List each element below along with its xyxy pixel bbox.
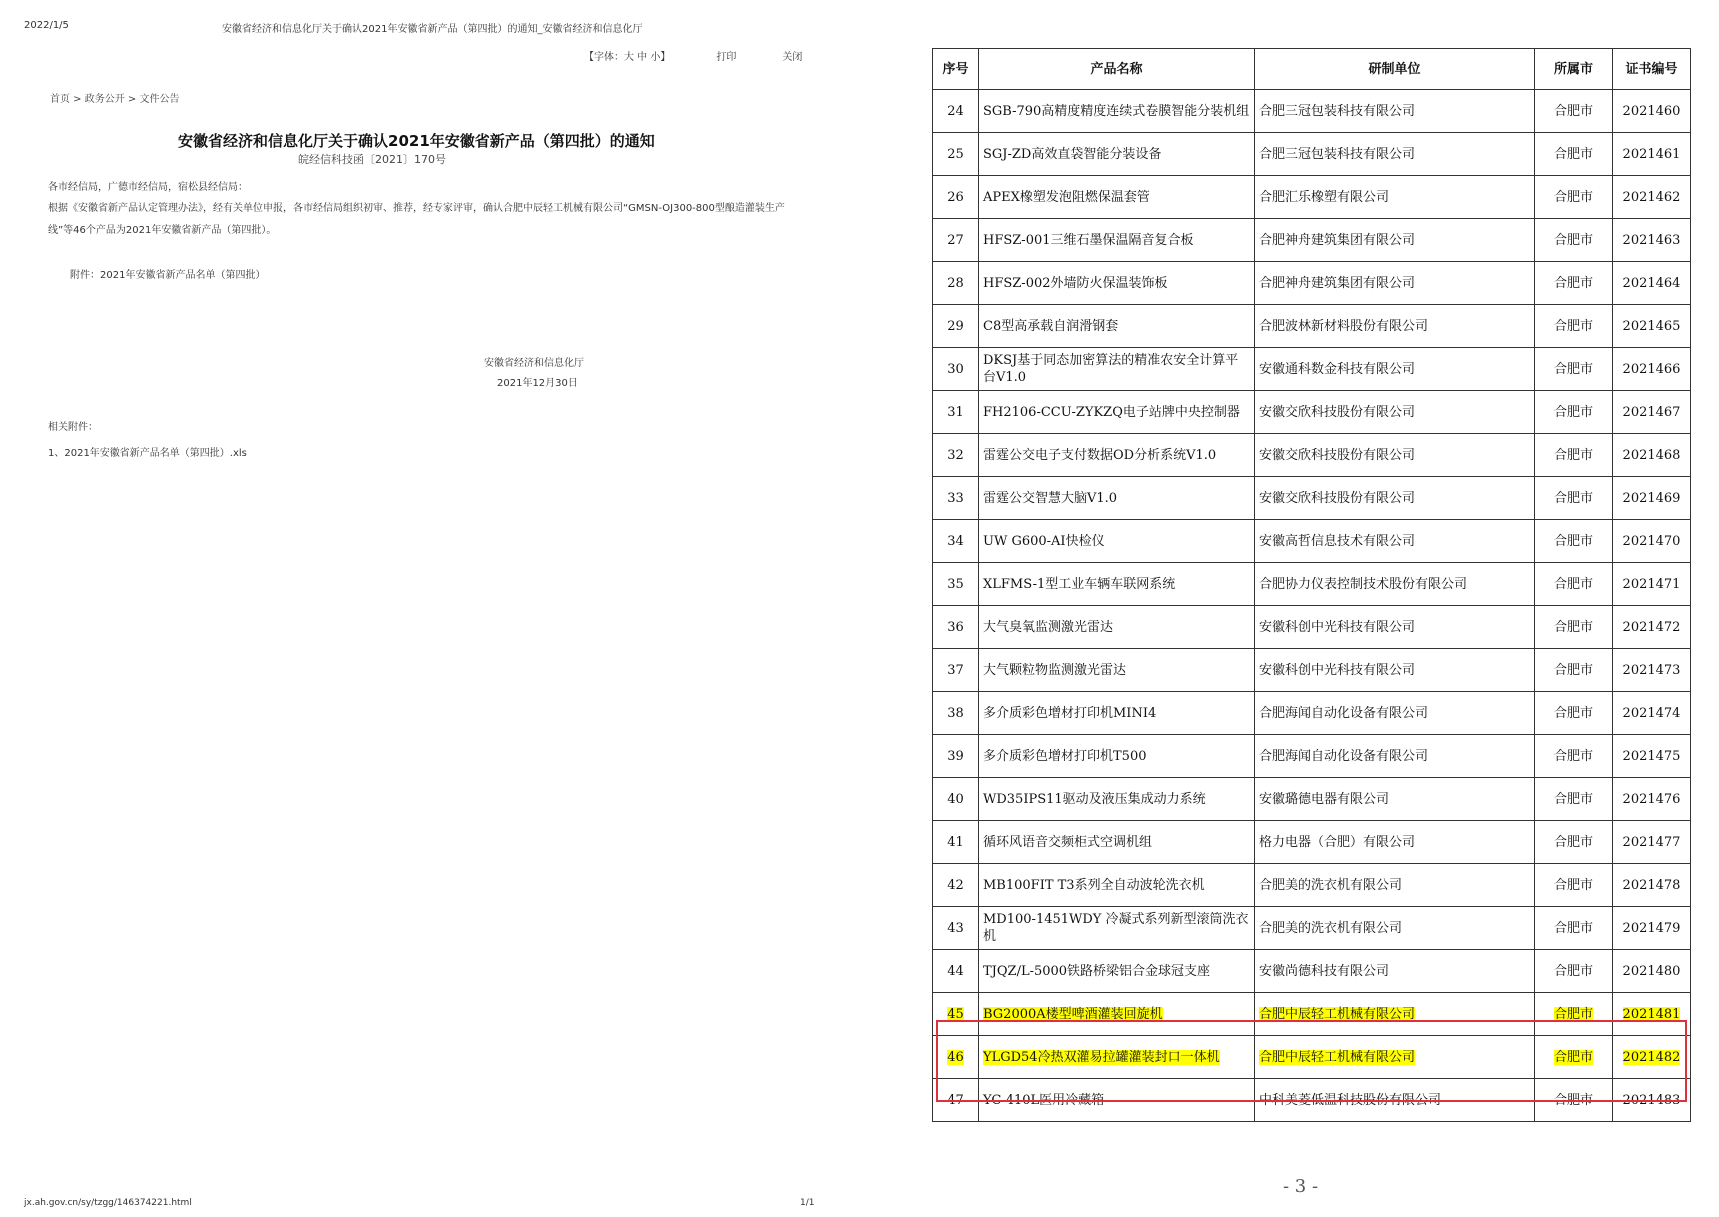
cell-product-name-text: 雷霆公交电子支付数据OD分析系统V1.0	[983, 447, 1217, 463]
table-row	[933, 907, 1691, 950]
cell-developer-text: 合肥波林新材料股份有限公司	[1259, 318, 1429, 334]
cell-no-text: 39	[947, 748, 964, 764]
cell-city	[1535, 692, 1613, 735]
cell-developer-text: 合肥海闻自动化设备有限公司	[1259, 748, 1429, 764]
cell-developer	[1255, 735, 1535, 778]
cell-product-name	[979, 348, 1255, 391]
table-row	[933, 520, 1691, 563]
cell-city	[1535, 864, 1613, 907]
cell-no-text: 33	[947, 490, 964, 506]
attachment-note: 附件：2021年安徽省新产品名单（第四批）	[70, 270, 266, 281]
cell-no	[933, 219, 979, 262]
cell-no	[933, 778, 979, 821]
cell-developer-text: 合肥神舟建筑集团有限公司	[1259, 275, 1416, 291]
cell-cert-number-text: 2021472	[1622, 619, 1681, 635]
cell-cert-number	[1613, 821, 1691, 864]
cell-cert-number-text: 2021466	[1622, 361, 1681, 377]
cell-no-text: 40	[947, 791, 964, 807]
cell-cert-number-text: 2021467	[1622, 404, 1681, 420]
cell-city	[1535, 778, 1613, 821]
cell-no	[933, 176, 979, 219]
cell-developer-text: 中科美菱低温科技股份有限公司	[1259, 1092, 1442, 1108]
cell-cert-number	[1613, 606, 1691, 649]
table-row	[933, 692, 1691, 735]
notice-title: 安徽省经济和信息化厅关于确认2021年安徽省新产品（第四批）的通知	[178, 132, 655, 150]
cell-no	[933, 821, 979, 864]
cell-product-name-text: BG2000A楼型啤酒灌装回旋机	[983, 1006, 1163, 1022]
table-row	[933, 950, 1691, 993]
cell-product-name-text: YC-410L医用冷藏箱	[983, 1092, 1105, 1108]
cell-developer	[1255, 133, 1535, 176]
cell-cert-number	[1613, 133, 1691, 176]
cell-no	[933, 262, 979, 305]
cell-cert-number	[1613, 907, 1691, 950]
cell-city-text: 合肥市	[1553, 232, 1593, 248]
table-row	[933, 1036, 1691, 1079]
cell-developer	[1255, 907, 1535, 950]
cell-no-text: 28	[947, 275, 964, 291]
cell-no	[933, 864, 979, 907]
cell-product-name	[979, 477, 1255, 520]
cell-city	[1535, 219, 1613, 262]
cell-product-name	[979, 778, 1255, 821]
cell-product-name-text: SGB-790高精度精度连续式卷膜智能分装机组	[983, 103, 1250, 119]
cell-no-text: 46	[947, 1049, 964, 1065]
breadcrumb[interactable]: 首页 > 政务公开 > 文件公告	[50, 94, 180, 105]
cell-no-text: 35	[947, 576, 964, 592]
cell-cert-number	[1613, 649, 1691, 692]
cell-cert-number-text: 2021482	[1622, 1049, 1681, 1065]
attachment-link[interactable]: 1、2021年安徽省新产品名单（第四批）.xls	[48, 448, 247, 459]
cell-city	[1535, 993, 1613, 1036]
cell-product-name	[979, 1079, 1255, 1122]
cell-product-name-text: C8型高承载自润滑钢套	[983, 318, 1119, 334]
cell-no-text: 47	[947, 1092, 964, 1108]
cell-cert-number	[1613, 348, 1691, 391]
cell-city-text: 合肥市	[1553, 103, 1593, 119]
cell-product-name	[979, 219, 1255, 262]
cell-cert-number-text: 2021461	[1622, 146, 1681, 162]
cell-city-text: 合肥市	[1553, 146, 1593, 162]
cell-cert-number-text: 2021463	[1622, 232, 1681, 248]
cell-cert-number	[1613, 950, 1691, 993]
cell-city-text: 合肥市	[1553, 1006, 1593, 1022]
cell-no	[933, 606, 979, 649]
cell-developer	[1255, 305, 1535, 348]
cell-developer-text: 合肥三冠包装科技有限公司	[1259, 103, 1416, 119]
cell-product-name	[979, 391, 1255, 434]
cell-city-text: 合肥市	[1553, 361, 1593, 377]
cell-city	[1535, 477, 1613, 520]
table-row	[933, 606, 1691, 649]
cell-city-text: 合肥市	[1553, 189, 1593, 205]
table-row	[933, 262, 1691, 305]
print-footer-page: 1/1	[800, 1198, 815, 1208]
cell-no-text: 37	[947, 662, 964, 678]
cell-developer	[1255, 864, 1535, 907]
table-row	[933, 563, 1691, 606]
table-row	[933, 133, 1691, 176]
salutation: 各市经信局，广德市经信局，宿松县经信局：	[48, 182, 248, 193]
cell-developer-text: 合肥汇乐橡塑有限公司	[1259, 189, 1390, 205]
cell-city	[1535, 133, 1613, 176]
cell-city	[1535, 563, 1613, 606]
cell-developer	[1255, 778, 1535, 821]
cell-product-name	[979, 305, 1255, 348]
cell-no	[933, 950, 979, 993]
cell-developer-text: 合肥美的洗衣机有限公司	[1259, 877, 1403, 893]
cell-city-text: 合肥市	[1553, 490, 1593, 506]
cell-no-text: 24	[947, 103, 964, 119]
issue-date: 2021年12月30日	[497, 378, 578, 389]
cell-city-text: 合肥市	[1553, 576, 1593, 592]
print-footer-url: jx.ah.gov.cn/sy/tzgg/146374221.html	[24, 1198, 192, 1208]
cell-developer	[1255, 1079, 1535, 1122]
cell-product-name	[979, 606, 1255, 649]
cell-developer-text: 安徽交欣科技股份有限公司	[1259, 447, 1416, 463]
cell-cert-number-text: 2021464	[1622, 275, 1681, 291]
cell-developer-text: 格力电器（合肥）有限公司	[1259, 834, 1416, 850]
cell-developer-text: 合肥中辰轻工机械有限公司	[1259, 1049, 1416, 1065]
header-developer: 研制单位	[1255, 49, 1535, 90]
cell-no-text: 30	[947, 361, 964, 377]
cell-product-name-text: HFSZ-002外墙防火保温装饰板	[983, 275, 1168, 291]
cell-developer-text: 安徽璐德电器有限公司	[1259, 791, 1390, 807]
cell-no-text: 44	[947, 963, 964, 979]
cell-cert-number	[1613, 993, 1691, 1036]
cell-product-name-text: UW G600-AI快检仪	[983, 533, 1105, 549]
table-row	[933, 649, 1691, 692]
cell-no	[933, 391, 979, 434]
cell-no-text: 27	[947, 232, 964, 248]
table-row	[933, 477, 1691, 520]
cell-cert-number	[1613, 262, 1691, 305]
table-row	[933, 821, 1691, 864]
cell-cert-number-text: 2021475	[1622, 748, 1681, 764]
cell-cert-number-text: 2021478	[1622, 877, 1681, 893]
cell-city-text: 合肥市	[1553, 662, 1593, 678]
cell-cert-number-text: 2021479	[1622, 920, 1681, 936]
cell-city-text: 合肥市	[1553, 920, 1593, 936]
cell-no	[933, 993, 979, 1036]
cell-city-text: 合肥市	[1553, 404, 1593, 420]
cell-no	[933, 907, 979, 950]
cell-developer	[1255, 649, 1535, 692]
cell-city-text: 合肥市	[1553, 963, 1593, 979]
cell-developer	[1255, 176, 1535, 219]
cell-developer	[1255, 821, 1535, 864]
cell-developer-text: 安徽交欣科技股份有限公司	[1259, 490, 1416, 506]
cell-city-text: 合肥市	[1553, 834, 1593, 850]
cell-product-name	[979, 649, 1255, 692]
cell-cert-number	[1613, 434, 1691, 477]
table-row	[933, 993, 1691, 1036]
cell-no	[933, 563, 979, 606]
cell-no-text: 26	[947, 189, 964, 205]
cell-city	[1535, 907, 1613, 950]
cell-product-name-text: MB100FIT T3系列全自动波轮洗衣机	[983, 877, 1205, 893]
cell-developer	[1255, 90, 1535, 133]
cell-cert-number-text: 2021462	[1622, 189, 1681, 205]
cell-cert-number-text: 2021471	[1622, 576, 1681, 592]
cell-developer	[1255, 606, 1535, 649]
cell-cert-number	[1613, 864, 1691, 907]
cell-product-name	[979, 735, 1255, 778]
cell-product-name-text: 多介质彩色增材打印机T500	[983, 748, 1147, 764]
cell-product-name	[979, 864, 1255, 907]
table-row	[933, 864, 1691, 907]
cell-no-text: 25	[947, 146, 964, 162]
cell-cert-number	[1613, 692, 1691, 735]
cell-no	[933, 348, 979, 391]
cell-city	[1535, 348, 1613, 391]
cell-city	[1535, 1036, 1613, 1079]
cell-developer	[1255, 950, 1535, 993]
table-row	[933, 1079, 1691, 1122]
cell-cert-number-text: 2021477	[1622, 834, 1681, 850]
cell-no	[933, 649, 979, 692]
cell-developer	[1255, 262, 1535, 305]
cell-no-text: 36	[947, 619, 964, 635]
cell-developer	[1255, 434, 1535, 477]
cell-developer-text: 安徽科创中光科技有限公司	[1259, 619, 1416, 635]
header-cert-number: 证书编号	[1613, 49, 1691, 90]
cell-product-name-text: YLGD54冷热双灌易拉罐灌装封口一体机	[983, 1049, 1220, 1065]
cell-city	[1535, 520, 1613, 563]
cell-product-name-text: TJQZ/L-5000铁路桥梁铝合金球冠支座	[983, 963, 1211, 979]
cell-product-name	[979, 907, 1255, 950]
new-product-table	[932, 48, 1691, 1122]
cell-developer	[1255, 993, 1535, 1036]
cell-product-name-text: 大气颗粒物监测激光雷达	[983, 662, 1127, 678]
cell-no	[933, 692, 979, 735]
header-city: 所属市	[1535, 49, 1613, 90]
cell-city-text: 合肥市	[1553, 1049, 1593, 1065]
cell-developer	[1255, 1036, 1535, 1079]
cell-product-name-text: APEX橡塑发泡阻燃保温套管	[983, 189, 1150, 205]
table-row	[933, 391, 1691, 434]
cell-cert-number	[1613, 305, 1691, 348]
cell-product-name-text: HFSZ-001三维石墨保温隔音复合板	[983, 232, 1194, 248]
cell-no	[933, 133, 979, 176]
cell-product-name	[979, 692, 1255, 735]
page-tools	[584, 48, 802, 63]
cell-city-text: 合肥市	[1553, 705, 1593, 721]
cell-cert-number	[1613, 176, 1691, 219]
cell-developer-text: 安徽高哲信息技术有限公司	[1259, 533, 1416, 549]
cell-no	[933, 1079, 979, 1122]
cell-no	[933, 90, 979, 133]
cell-city	[1535, 649, 1613, 692]
cell-city	[1535, 950, 1613, 993]
cell-developer-text: 合肥神舟建筑集团有限公司	[1259, 232, 1416, 248]
cell-cert-number-text: 2021474	[1622, 705, 1681, 721]
cell-cert-number	[1613, 735, 1691, 778]
cell-developer-text: 安徽交欣科技股份有限公司	[1259, 404, 1416, 420]
cell-cert-number	[1613, 520, 1691, 563]
cell-no-text: 38	[947, 705, 964, 721]
cell-no-text: 29	[947, 318, 964, 334]
cell-product-name-text: MD100-1451WDY 冷凝式系列新型滚筒洗衣机	[983, 912, 1249, 944]
cell-city	[1535, 176, 1613, 219]
cell-product-name	[979, 133, 1255, 176]
cell-product-name	[979, 90, 1255, 133]
cell-cert-number-text: 2021476	[1622, 791, 1681, 807]
cell-city-text: 合肥市	[1553, 877, 1593, 893]
cell-no	[933, 477, 979, 520]
cell-product-name-text: 大气臭氧监测激光雷达	[983, 619, 1114, 635]
header-no: 序号	[933, 49, 979, 90]
table-row	[933, 348, 1691, 391]
cell-no	[933, 735, 979, 778]
cell-cert-number-text: 2021468	[1622, 447, 1681, 463]
cell-product-name-text: FH2106-CCU-ZYKZQ电子站牌中央控制器	[983, 404, 1240, 420]
cell-product-name	[979, 520, 1255, 563]
print-header-title: 安徽省经济和信息化厅关于确认2021年安徽省新产品（第四批）的通知_安徽省经济和信息化厅	[222, 24, 643, 35]
cell-cert-number	[1613, 219, 1691, 262]
cell-product-name	[979, 262, 1255, 305]
table-row	[933, 305, 1691, 348]
cell-developer-text: 安徽科创中光科技有限公司	[1259, 662, 1416, 678]
table-body	[933, 90, 1691, 1122]
cell-city	[1535, 735, 1613, 778]
cell-developer-text: 合肥协力仪表控制技术股份有限公司	[1259, 576, 1468, 592]
table-row	[933, 735, 1691, 778]
cell-product-name-text: DKSJ基于同态加密算法的精准农安全计算平台V1.0	[983, 353, 1239, 385]
cell-developer	[1255, 520, 1535, 563]
document-number: 皖经信科技函〔2021〕170号	[298, 153, 446, 166]
table-row	[933, 434, 1691, 477]
cell-cert-number	[1613, 90, 1691, 133]
cell-cert-number-text: 2021470	[1622, 533, 1681, 549]
table-header-row	[933, 49, 1691, 90]
cell-cert-number	[1613, 1036, 1691, 1079]
cell-product-name	[979, 434, 1255, 477]
table-row	[933, 219, 1691, 262]
left-document-page	[0, 0, 840, 1217]
cell-no	[933, 434, 979, 477]
cell-developer-text: 合肥美的洗衣机有限公司	[1259, 920, 1403, 936]
print-link[interactable]: 打印	[716, 52, 737, 63]
cell-cert-number	[1613, 1079, 1691, 1122]
header-product-name: 产品名称	[979, 49, 1255, 90]
cell-developer	[1255, 391, 1535, 434]
table-row	[933, 778, 1691, 821]
cell-cert-number	[1613, 778, 1691, 821]
cell-cert-number-text: 2021483	[1622, 1092, 1681, 1108]
cell-city-text: 合肥市	[1553, 748, 1593, 764]
cell-cert-number-text: 2021480	[1622, 963, 1681, 979]
cell-no-text: 31	[947, 404, 964, 420]
cell-city	[1535, 262, 1613, 305]
cell-city	[1535, 391, 1613, 434]
cell-developer-text: 安徽通科数金科技有限公司	[1259, 361, 1416, 377]
cell-cert-number-text: 2021481	[1622, 1006, 1681, 1022]
cell-city	[1535, 305, 1613, 348]
cell-city	[1535, 821, 1613, 864]
cell-product-name	[979, 993, 1255, 1036]
cell-city-text: 合肥市	[1553, 318, 1593, 334]
cell-product-name-text: WD35IPS11驱动及液压集成动力系统	[983, 791, 1206, 807]
cell-product-name	[979, 1036, 1255, 1079]
cell-cert-number-text: 2021469	[1622, 490, 1681, 506]
cell-no-text: 34	[947, 533, 964, 549]
cell-product-name-text: 多介质彩色增材打印机MINI4	[983, 705, 1157, 721]
cell-product-name	[979, 821, 1255, 864]
cell-developer	[1255, 563, 1535, 606]
cell-no-text: 42	[947, 877, 964, 893]
cell-no-text: 43	[947, 920, 964, 936]
cell-no	[933, 520, 979, 563]
cell-product-name-text: 雷霆公交智慧大脑V1.0	[983, 490, 1118, 506]
font-size-toggle[interactable]: 【字体：大 中 小】	[584, 52, 671, 63]
cell-no-text: 32	[947, 447, 964, 463]
cell-city	[1535, 606, 1613, 649]
cell-developer-text: 合肥中辰轻工机械有限公司	[1259, 1006, 1416, 1022]
cell-city	[1535, 1079, 1613, 1122]
close-link[interactable]: 关闭	[782, 52, 803, 63]
cell-cert-number-text: 2021473	[1622, 662, 1681, 678]
cell-developer-text: 安徽尚德科技有限公司	[1259, 963, 1390, 979]
cell-cert-number	[1613, 391, 1691, 434]
page-number: - 3 -	[1283, 1176, 1319, 1197]
cell-product-name-text: SGJ-ZD高效直袋智能分装设备	[983, 146, 1162, 162]
cell-product-name	[979, 950, 1255, 993]
cell-no	[933, 305, 979, 348]
table-row	[933, 90, 1691, 133]
cell-city	[1535, 434, 1613, 477]
cell-cert-number	[1613, 477, 1691, 520]
cell-cert-number	[1613, 563, 1691, 606]
related-attachments-label: 相关附件：	[48, 422, 98, 433]
issuer-name: 安徽省经济和信息化厅	[484, 358, 584, 369]
cell-developer	[1255, 692, 1535, 735]
table-row	[933, 176, 1691, 219]
cell-no	[933, 1036, 979, 1079]
cell-no-text: 45	[947, 1006, 964, 1022]
cell-city-text: 合肥市	[1553, 1092, 1593, 1108]
cell-developer	[1255, 348, 1535, 391]
cell-developer	[1255, 219, 1535, 262]
cell-city-text: 合肥市	[1553, 533, 1593, 549]
cell-product-name-text: XLFMS-1型工业车辆车联网系统	[983, 576, 1176, 592]
cell-developer-text: 合肥海闻自动化设备有限公司	[1259, 705, 1429, 721]
cell-product-name-text: 循环风语音交频柜式空调机组	[983, 834, 1153, 850]
cell-city	[1535, 90, 1613, 133]
cell-city-text: 合肥市	[1553, 275, 1593, 291]
cell-city-text: 合肥市	[1553, 791, 1593, 807]
cell-city-text: 合肥市	[1553, 619, 1593, 635]
cell-product-name	[979, 176, 1255, 219]
cell-city-text: 合肥市	[1553, 447, 1593, 463]
cell-no-text: 41	[947, 834, 964, 850]
print-header-date: 2022/1/5	[24, 20, 69, 31]
cell-developer-text: 合肥三冠包装科技有限公司	[1259, 146, 1416, 162]
cell-developer	[1255, 477, 1535, 520]
notice-body: 根据《安徽省新产品认定管理办法》，经有关单位申报，各市经信局组织初审、推荐，经专家评审，确认合肥中辰轻工机械有限公司“GMSN-OJ300-800型酿造灌装生产线”等46个产品为2021年安徽省新产品（第四批）。	[48, 203, 785, 236]
cell-cert-number-text: 2021460	[1622, 103, 1681, 119]
cell-product-name	[979, 563, 1255, 606]
cell-cert-number-text: 2021465	[1622, 318, 1681, 334]
